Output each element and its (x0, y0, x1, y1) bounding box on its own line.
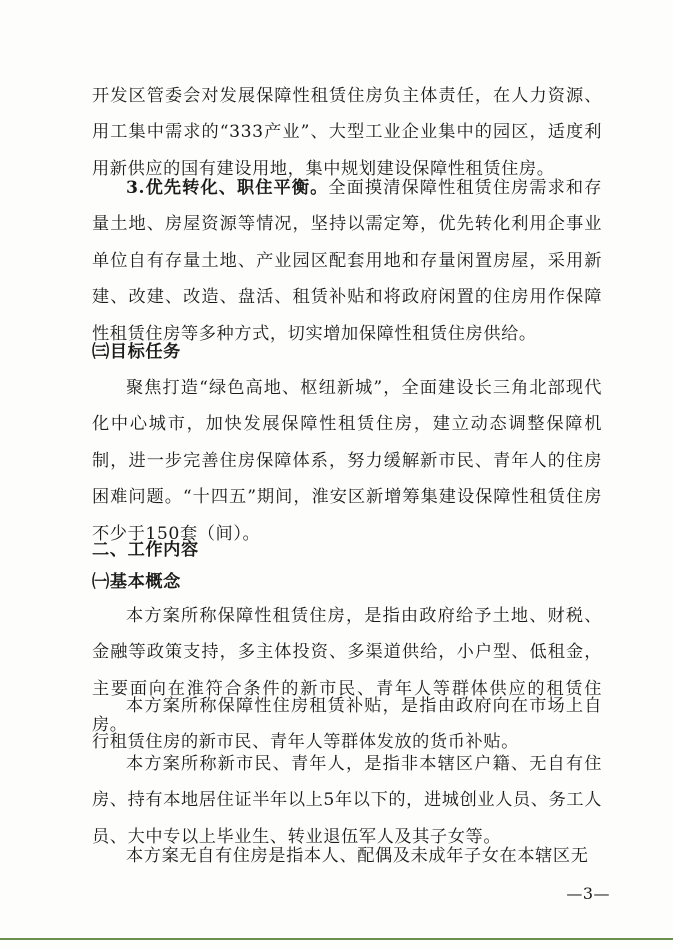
paragraph-5: 本方案所称保障性住房租赁补贴，是指由政府向在市场上自行租赁住房的新市民、青年人等群体发放的货币补贴。 (92, 696, 602, 753)
paragraph-3: 聚焦打造“绿色高地、枢纽新城”，全面建设长三角北部现代化中心城市，加快发展保障性租赁住房，建立动态调整保障机制，进一步完善住房保障体系，努力缓解新市民、青年人的住房困难问题。“十四五”期间，淮安区新增筹集建设保障性租赁住房不少于150套（间）。 (92, 378, 602, 544)
paragraph-2-body: 全面摸清保障性租赁住房需求和存量土地、房屋资源等情况，坚持以需定筹，优先转化利用企事业单位自有存量土地、产业园区配套用地和存量闲置房屋，采用新建、改建、改造、盘活、租赁补贴和将政府闲置的住房用作保障性租赁住房等多种方式，切实增加保障性租赁住房供给。 (92, 178, 602, 344)
paragraph-1: 开发区管委会对发展保障性租赁住房负主体责任，在人力资源、用工集中需求的“333产业”、大型工业企业集中的园区，适度利用新供应的国有建设用地，集中规划建设保障性租赁住房。 (92, 86, 602, 179)
page-number: —3— (566, 884, 610, 903)
heading-basic-concepts: ㈠基本概念 (92, 572, 181, 592)
paragraph-7: 本方案无自有住房是指本人、配偶及未成年子女在本辖区无 (126, 846, 589, 866)
heading-targets: ㈢目标任务 (92, 342, 181, 362)
paragraph-6: 本方案所称新市民、青年人，是指非本辖区户籍、无自有住房、持有本地居住证半年以上5年以下的，进城创业人员、务工人员、大中专以上毕业生、转业退伍军人及其子女等。 (92, 754, 602, 847)
heading-work-content: 二、工作内容 (92, 540, 199, 560)
paragraph-4: 本方案所称保障性租赁住房，是指由政府给予土地、财税、金融等政策支持，多主体投资、多渠道供给，小户型、低租金，主要面向在淮符合条件的新市民、青年人等群体供应的租赁住房。 (92, 606, 602, 736)
item-3-lead: 3.优先转化、职住平衡。 (126, 178, 329, 198)
bottom-border (0, 938, 673, 940)
paragraph-2 (92, 170, 602, 352)
